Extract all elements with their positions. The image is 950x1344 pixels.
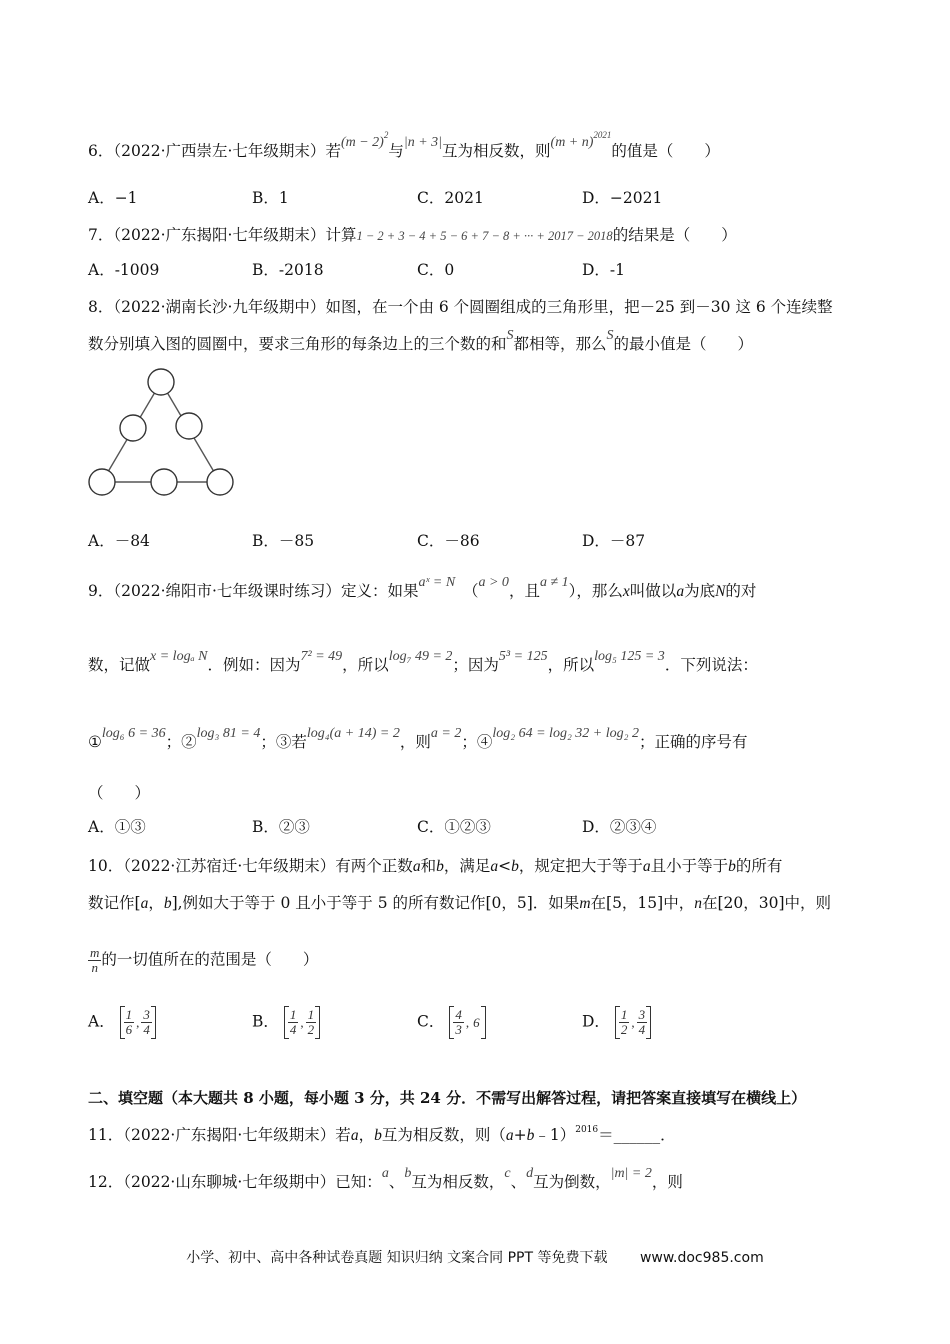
q10-option-d: D． $\frac{1}{2}$ , $\frac{3}{4}$ (582, 1006, 651, 1039)
q9-number: 9． (88, 582, 114, 600)
q10-number: 10． (88, 857, 124, 875)
q11-text: ＝______． (598, 1126, 676, 1144)
q10-line3 (88, 946, 318, 975)
q8-text: 的最小值是（ ） (613, 335, 754, 353)
q9-text: ；③若 (260, 733, 307, 751)
q12-text: 互为倒数， (533, 1173, 611, 1191)
q10-m-over-n: $\frac{m}{n}$ (90, 945, 100, 975)
q9-text: 的对 (725, 582, 757, 600)
q10-var: a (642, 858, 651, 875)
q7-source: （2022·广东揭阳·七年级期末） (113, 226, 326, 244)
q7-number: 7． (88, 226, 114, 244)
q12-text: 互为相反数， (411, 1173, 505, 1191)
q9-var: N (715, 583, 726, 600)
q12-line (88, 1166, 683, 1195)
q10-var: b (163, 895, 172, 912)
q10-text: ， (148, 894, 164, 912)
q9-text: ，且 (508, 582, 540, 600)
q10-text: 在[5，15]中， (590, 894, 695, 912)
q6-text: 与 (388, 142, 404, 160)
q9-formula: log₆ 6 = 36 (101, 726, 166, 741)
q11-var: a (350, 1127, 359, 1144)
q8-text: 都相等，那么 (513, 335, 607, 353)
q11-text: ﹣1） (534, 1126, 576, 1144)
q7-text: 计算 (325, 226, 357, 244)
q12-text: ，则 (651, 1173, 683, 1191)
q10-text: 和 (420, 857, 437, 875)
q9-text: ；正确的序号有 (639, 733, 748, 751)
q6-expr2: |n + 3| (403, 135, 443, 150)
q9-text: 为底 (684, 582, 716, 600)
q10-var: n (694, 895, 702, 912)
q9-formula: aˣ = N (418, 575, 456, 590)
q9-line1 (88, 575, 757, 604)
q10-text: ，满足 (443, 857, 491, 875)
q12-var: b (404, 1166, 412, 1181)
q8-number: 8． (88, 298, 114, 316)
q9-text: ），那么 (568, 582, 623, 600)
q9-source: （2022·绵阳市·七年级课时练习） (113, 582, 341, 600)
q12-text: 、 (510, 1173, 527, 1191)
q9-text: ；④ (461, 733, 493, 751)
q11-line (88, 1124, 676, 1149)
q10-line1 (88, 855, 782, 878)
q9-text: ；② (165, 733, 197, 751)
q6-text: 的值是（ ） (611, 142, 720, 160)
q9-line2 (88, 649, 758, 678)
q6-option-a: A．−1 (88, 189, 138, 207)
q8-circle-bottom-right (207, 469, 233, 495)
q9-line3 (88, 726, 748, 755)
q10-text: < (498, 857, 512, 875)
q9-text: ；因为 (452, 656, 499, 674)
q10-text: ，规定把大于等于 (518, 857, 643, 875)
q9-text: 数，记做 (88, 656, 151, 674)
q8-circle-top (148, 369, 174, 395)
q8-line2 (88, 328, 754, 357)
q10-var: m (579, 895, 591, 912)
q11-number: 11． (88, 1126, 124, 1144)
q9-var: a (676, 583, 685, 600)
page-footer (0, 1247, 950, 1267)
q10-interval-c: $\frac{4}{3}$ , 6 (449, 1006, 485, 1039)
q9-text: ．下列说法： (664, 656, 758, 674)
section2-title: 二、填空题（本大题共 8 小题，每小题 3 分，共 24 分．不需写出解答过程，请把答案直接填写在横线上） (88, 1089, 807, 1107)
q12-text: 、 (388, 1173, 405, 1191)
q9-formula: log₇ 49 = 2 (388, 649, 453, 664)
q12-text: 已知： (335, 1173, 382, 1191)
footer-text: 小学、初中、高中各种试卷真题 知识归纳 文案合同 PPT 等免费下载 (186, 1250, 608, 1266)
q9-formula: 7² = 49 (300, 649, 343, 664)
q6-number: 6． (88, 142, 114, 160)
q9-text: ．例如：因为 (207, 656, 301, 674)
q10-text: 有两个正数 (335, 857, 413, 875)
q9-text: （ (470, 582, 479, 600)
q10-var: b (436, 858, 444, 875)
q8-s-var: S (606, 328, 614, 343)
q6-expr1: $(m - 2)^2$ (340, 130, 389, 150)
q10-interval-d: $\frac{1}{2}$ , $\frac{3}{4}$ (615, 1006, 651, 1039)
q9-text: ，所以 (547, 656, 595, 674)
q7-option-c: C．0 (417, 261, 455, 279)
q10-text: 且小于等于 (650, 857, 729, 875)
q6-text: 若 (325, 142, 341, 160)
q9-formula: 5³ = 125 (498, 649, 548, 664)
q10-text: 的所有 (735, 857, 783, 875)
q11-text: 互为相反数，则（ (381, 1126, 506, 1144)
q10-source: （2022·江苏宿迁·七年级期末） (123, 857, 336, 875)
q10-var: b (728, 858, 736, 875)
q11-var: b (526, 1127, 535, 1144)
q10-text: 在[20，30]中，则 (701, 894, 831, 912)
q11-text: + (513, 1126, 527, 1144)
q9-formula: a > 0 (478, 575, 509, 590)
q11-source: （2022·广东揭阳·七年级期末） (123, 1126, 336, 1144)
q10-option-b: B． $\frac{1}{4}$ , $\frac{1}{2}$ (252, 1006, 320, 1039)
q10-text: 的一切值所在的范围是（ ） (101, 950, 319, 969)
q8-s-var: S (506, 328, 514, 343)
q11-var: b (374, 1127, 382, 1144)
q7-option-b: B．-2018 (252, 261, 324, 279)
q7-expr: 1 − 2 + 3 − 4 + 5 − 6 + 7 − 8 + ··· + 2017 − 2018 (356, 229, 613, 243)
q8-text: 如图，在一个由 6 个圆圈组成的三角形里，把－25 到－30 这 6 个连续整 (325, 298, 833, 316)
q9-formula: log₅ 125 = 3 (594, 649, 665, 664)
q7-line (88, 224, 737, 247)
q10-var: a (412, 858, 421, 875)
q6-text: 互为相反数，则 (442, 142, 551, 160)
q8-option-a: A．－84 (88, 532, 150, 550)
q10-line2 (88, 892, 831, 915)
q9-option-b: B．②③ (252, 818, 310, 836)
q9-option-c: C．①②③ (417, 818, 491, 836)
q8-circle-bottom-left (89, 469, 115, 495)
q10-var: b (511, 858, 519, 875)
q10-option-a: A． $\frac{1}{6}$ , $\frac{3}{4}$ (88, 1006, 156, 1039)
q8-option-d: D．－87 (582, 532, 646, 550)
q10-text: ],例如大于等于 0 且小于等于 5 的所有数记作[0，5]．如果 (171, 894, 580, 912)
q6-option-d: D．−2021 (582, 189, 663, 207)
q12-source: （2022·山东聊城·七年级期中） (123, 1173, 336, 1191)
q9-text: 定义：如果 (340, 582, 419, 600)
q10-interval-a: $\frac{1}{6}$ , $\frac{3}{4}$ (120, 1006, 156, 1039)
q12-var: a (381, 1166, 389, 1181)
q6-line (88, 130, 720, 164)
q9-text: ，所以 (342, 656, 389, 674)
q8-line1 (88, 296, 833, 318)
q9-option-a: A．①③ (88, 818, 146, 836)
footer-url[interactable]: www.doc985.com (639, 1250, 764, 1266)
q6-option-b: B．1 (252, 189, 289, 207)
q10-var: a (140, 895, 149, 912)
q7-text: 的结果是（ ） (612, 226, 737, 244)
q10-interval-b: $\frac{1}{4}$ , $\frac{1}{2}$ (284, 1006, 320, 1039)
q7-option-a: A．-1009 (88, 261, 160, 279)
q11-text: ， (358, 1126, 375, 1144)
q8-source: （2022·湖南长沙·九年级期中） (113, 298, 326, 316)
q9-formula: log₄(a + 14) = 2 (306, 726, 400, 741)
q11-exponent: 2016 (575, 1125, 599, 1135)
q8-option-c: C．－86 (417, 532, 480, 550)
q11-text: 若 (335, 1126, 351, 1144)
q9-text: ① (88, 733, 102, 751)
q8-text: 数分别填入图的圆圈中，要求三角形的每条边上的三个数的和 (88, 335, 507, 353)
q9-text: ，则 (399, 733, 431, 751)
q7-option-d: D．-1 (582, 261, 626, 279)
q9-formula: a ≠ 1 (539, 575, 569, 590)
q8-circle-left-mid (120, 415, 146, 441)
q9-formula: log₂ 64 = log₂ 32 + log₂ 2 (492, 726, 640, 741)
q10-var: a (490, 858, 499, 875)
q9-text: 叫做以 (629, 582, 677, 600)
q9-var: x (622, 583, 630, 600)
q10-option-c: C． $\frac{4}{3}$ , 6 (417, 1006, 486, 1039)
q6-source: （2022·广西崇左·七年级期末） (113, 142, 326, 160)
q9-formula: a = 2 (430, 726, 462, 741)
q9-paren: （ ） (88, 784, 151, 802)
q12-var: c (504, 1166, 511, 1181)
q8-circle-bottom-mid (151, 469, 177, 495)
q11-var: a (505, 1127, 514, 1144)
q8-circle-right-mid (176, 413, 202, 439)
q8-triangle-figure (86, 366, 238, 498)
q6-expr3: $(m + n)^{2021}$ (550, 130, 612, 150)
q9-option-d: D．②③④ (582, 818, 657, 836)
q10-text: 数记作[ (88, 894, 141, 912)
q8-option-b: B．－85 (252, 532, 315, 550)
q12-formula: |m| = 2 (610, 1166, 652, 1181)
q9-formula: log₃ 81 = 4 (196, 726, 261, 741)
q12-var: d (526, 1166, 534, 1181)
q12-number: 12． (88, 1173, 124, 1191)
q9-formula: x = logₐ N (150, 649, 208, 664)
q6-option-c: C．2021 (417, 189, 484, 207)
